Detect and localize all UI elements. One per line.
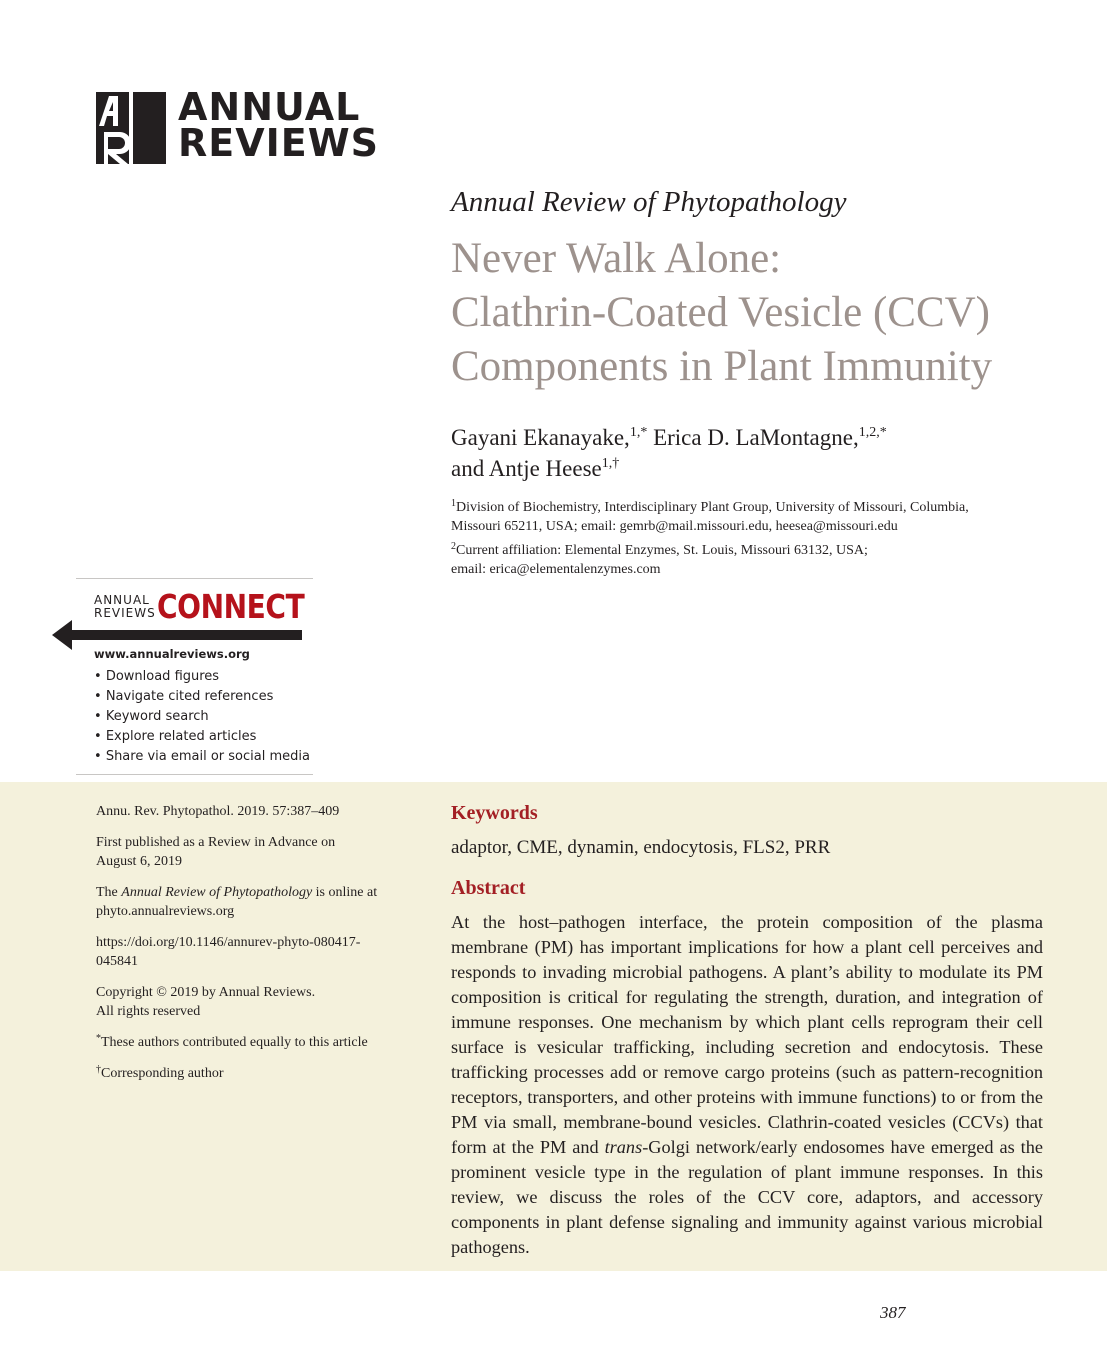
affiliation-line: Current affiliation: Elemental Enzymes, St. Louis, Missouri 63132, USA; — [456, 543, 868, 558]
doi[interactable] — [96, 933, 416, 971]
logo-wordmark — [178, 85, 380, 165]
connect-small-line: ANNUAL — [94, 593, 150, 607]
footnote-text: Corresponding author — [101, 1066, 224, 1081]
affiliation-number: 1 — [451, 498, 456, 509]
affiliation-line: Division of Biochemistry, Interdisciplinary Plant Group, University of Missouri, Columbia, — [456, 500, 969, 515]
list-item: • Navigate cited references — [94, 687, 310, 707]
title-line: Clathrin-Coated Vesicle (CCV) — [451, 289, 990, 336]
list-item: • Explore related articles — [94, 727, 310, 747]
first-published-date: August 6, 2019 — [96, 854, 182, 869]
corresponding-author-note — [96, 1064, 416, 1083]
author-affil-sup: 1,* — [629, 425, 648, 440]
doi-line: https://doi.org/10.1146/annurev-phyto-080417- — [96, 935, 361, 950]
online-text: is online at — [312, 885, 378, 900]
connect-box — [76, 578, 313, 775]
page-number: 387 — [880, 1303, 906, 1322]
author-affil-sup: 1,2,* — [858, 425, 887, 440]
footnote-text: These authors contributed equally to this article — [101, 1035, 368, 1050]
article-title — [451, 232, 1091, 394]
connect-url[interactable]: www.annualreviews.org — [94, 647, 250, 661]
connect-small-line: REVIEWS — [94, 606, 156, 620]
affiliation — [451, 498, 1051, 536]
abstract-text: -Golgi network/early endosomes have emerged as the prominent vesicle type in the regulation of plant immune responses. In this review, we discuss the roles of the CCV core, adaptors, and accessory components in plant defense signaling and immunity against various microbial pathogens. — [451, 1137, 1043, 1257]
keywords-list: adaptor, CME, dynamin, endocytosis, FLS2, PRR — [451, 837, 831, 858]
online-journal: Annual Review of Phytopathology — [121, 885, 313, 900]
affiliation-line: email: erica@elementalenzymes.com — [451, 562, 661, 577]
connect-label-small — [94, 594, 156, 620]
copyright-line: All rights reserved — [96, 1004, 201, 1019]
author-list — [451, 422, 1071, 484]
affiliation-line: Missouri 65211, USA; email: gemrb@mail.missouri.edu, heesea@missouri.edu — [451, 519, 898, 534]
keywords-heading: Keywords — [451, 802, 538, 824]
citation: Annu. Rev. Phytopathol. 2019. 57:387–409 — [96, 804, 340, 819]
journal-name: Annual Review of Phytopathology — [451, 186, 847, 218]
footnote-mark: † — [96, 1064, 101, 1075]
author-name: and Antje Heese — [451, 456, 602, 481]
abstract-text: At the host–pathogen interface, the protein composition of the plasma membrane (PM) has important implications for how a plant cell perceives and responds to invading microbial pathogens. A plant’s ability to modulate its PM composition is critical for regulating the strength, duration, and integration of immune responses. One mechanism by which plant cells reprogram their cell surface is vesicular trafficking, including secretion and endocytosis. These trafficking processes add or remove cargo proteins (such as pattern-recognition receptors, transporters, and other proteins with immune functions) to or from the PM via small, membrane-bound vesicles. Clathrin-coated vesicles (CCVs) that form at the PM and — [451, 912, 1043, 1157]
author-name: Gayani Ekanayake, — [451, 425, 630, 450]
author-affil-sup: 1,† — [601, 456, 620, 471]
list-item: • Keyword search — [94, 707, 310, 727]
annual-reviews-logo — [96, 85, 380, 166]
online-note — [96, 883, 416, 921]
affiliation — [451, 541, 1051, 579]
first-published — [96, 833, 416, 871]
doi-line: 045841 — [96, 954, 138, 969]
author-name: Erica D. LaMontagne, — [647, 425, 859, 450]
affiliation-number: 2 — [451, 541, 456, 552]
ar-logo-mark-icon — [96, 92, 166, 164]
first-published-line: First published as a Review in Advance on — [96, 835, 336, 850]
footnote-mark: * — [96, 1033, 101, 1044]
title-line: Components in Plant Immunity — [451, 343, 993, 390]
abstract-heading: Abstract — [451, 877, 526, 899]
logo-line-1: ANNUAL — [178, 85, 361, 129]
journal-url[interactable]: phyto.annualreviews.org — [96, 904, 235, 919]
online-text: The — [96, 885, 122, 900]
list-item: • Download figures — [94, 667, 310, 687]
copyright — [96, 983, 416, 1021]
logo-line-2: REVIEWS — [178, 121, 380, 165]
title-line: Never Walk Alone: — [451, 235, 782, 282]
copyright-line: Copyright © 2019 by Annual Reviews. — [96, 985, 316, 1000]
connect-label: CONNECT — [157, 587, 305, 626]
list-item: • Share via email or social media — [94, 747, 310, 767]
abstract-body — [451, 910, 1043, 1260]
connect-feature-list — [94, 667, 310, 767]
article-info-sidebar — [96, 802, 416, 1095]
equal-contribution-note — [96, 1033, 416, 1052]
abstract-italic: trans — [604, 1137, 643, 1157]
